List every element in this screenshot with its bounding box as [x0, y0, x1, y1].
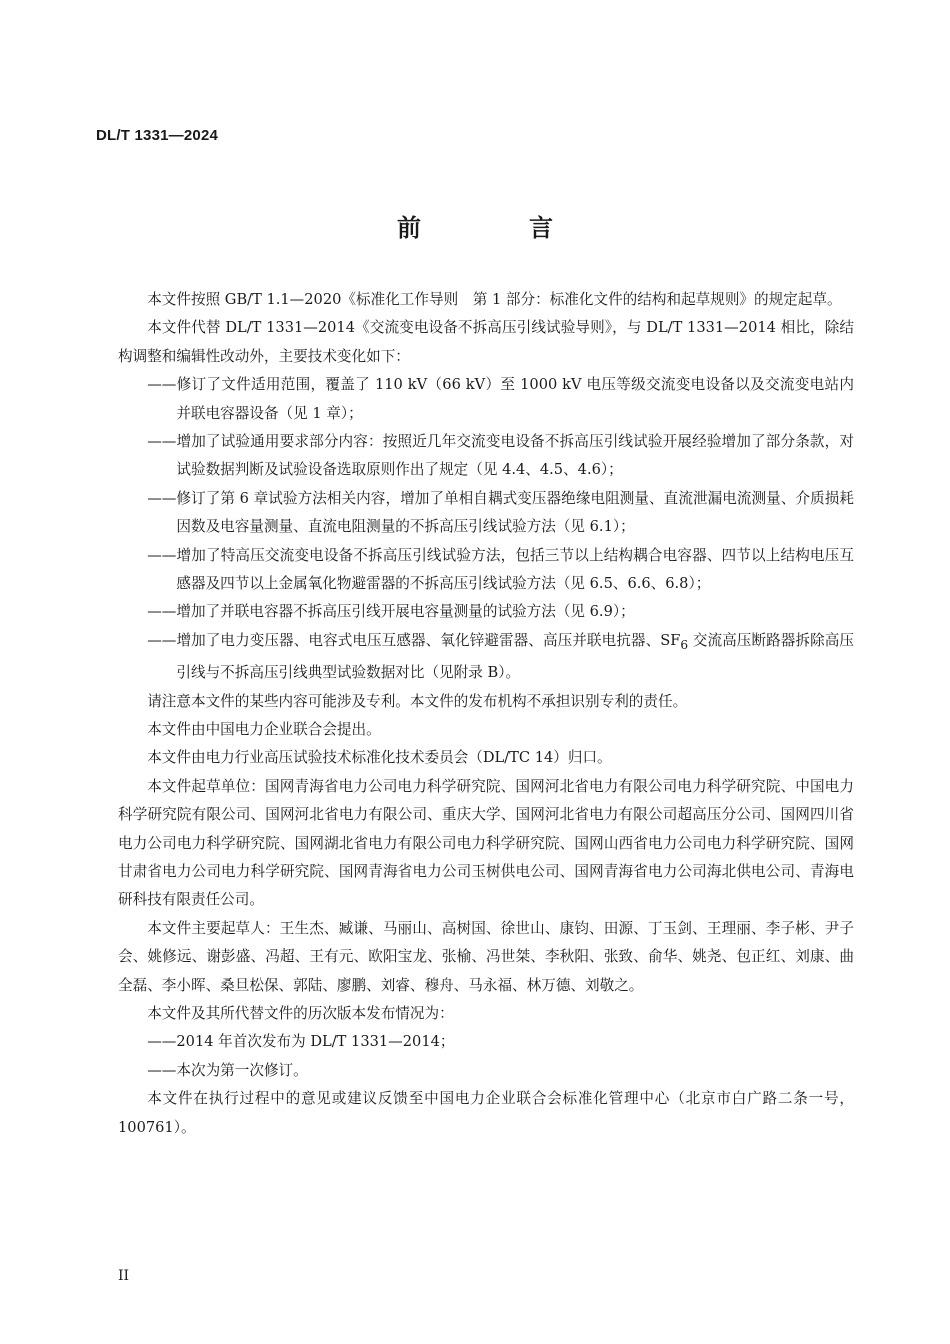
change-item [147, 627, 854, 688]
foreword-body [118, 286, 854, 1142]
history-item: ——本次为第一次修订。 [147, 1061, 308, 1079]
history-list [118, 1028, 854, 1085]
paragraph: 本文件按照 GB/T 1.1—2020《标准化工作导则 第 1 部分：标准化文件的结构和起草规则》的规定起草。 [147, 291, 842, 308]
paragraph: 请注意本文件的某些内容可能涉及专利。本文件的发布机构不承担识别专利的责任。 [147, 692, 688, 710]
paragraph: 本文件由电力行业高压试验技术标准化技术委员会（DL/TC 14）归口。 [147, 749, 612, 767]
paragraph: 本文件代替 DL/T 1331—2014《交流变电设备不拆高压引线试验导则》，与 DL/T 1331—2014 相比，除结构调整和编辑性改动外，主要技术变化如下： [118, 319, 854, 365]
paragraph: 本文件起草单位：国网青海省电力公司电力科学研究院、国网河北省电力有限公司电力科学研究院、中国电力科学研究院有限公司、国网河北省电力有限公司、重庆大学、国网河北省电力有限公司超高压分公司、国网四川省电力公司电力科学研究院、国网湖北省电力有限公司电力科学研究院、国网山西省电力公司电力科学研究院、国网甘肃省电力公司电力科学研究院、国网青海省电力公司玉树供电公司、国网青海省电力公司海北供电公司、青海电研科技有限责任公司。 [118, 777, 854, 909]
paragraph: 本文件主要起草人：王生杰、臧谦、马丽山、高树国、徐世山、康钧、田源、丁玉剑、王理丽、李子彬、尹子会、姚修远、谢彭盛、冯超、王有元、欧阳宝龙、张榆、冯世桀、李秋阳、张致、俞华、姚尧、包正红、刘康、曲全磊、李小晖、桑旦松保、郭陆、廖鹏、刘睿、穆舟、马永福、林万德、刘敬之。 [118, 919, 854, 994]
history-item: ——2014 年首次发布为 DL/T 1331—2014； [147, 1033, 455, 1051]
document-code: DL/T 1331—2024 [96, 127, 219, 144]
change-list [118, 371, 854, 687]
page-number: II [118, 1268, 130, 1284]
change-item-text: 交流高压断路器拆除高压引线与不拆高压引线典型试验数据对比（见附录 B）。 [176, 631, 854, 682]
paragraph: 本文件在执行过程中的意见或建议反馈至中国电力企业联合会标准化管理中心（北京市白广路二条一号，100761）。 [118, 1090, 854, 1136]
change-item: ——修订了第 6 章试验方法相关内容，增加了单相自耦式变压器绝缘电阻测量、直流泄漏电流测量、介质损耗因数及电容量测量、直流电阻测量的不拆高压引线试验方法（见 6.1）； [147, 489, 854, 536]
change-item: ——增加了并联电容器不拆高压引线开展电容量测量的试验方法（见 6.9）； [147, 603, 635, 621]
change-item: ——增加了特高压交流变电设备不拆高压引线试验方法，包括三节以上结构耦合电容器、四节以上结构电压互感器及四节以上金属氧化物避雷器的不拆高压引线试验方法（见 6.5、6.6、6.8）； [147, 546, 854, 593]
page-title: 前 言 [397, 214, 595, 242]
subscript: 6 [680, 637, 689, 652]
paragraph: 本文件由中国电力企业联合会提出。 [147, 721, 381, 738]
change-item: ——修订了文件适用范围，覆盖了 110 kV（66 kV）至 1000 kV 电压等级交流变电设备以及交流变电站内并联电容器设备（见 1 章）； [147, 376, 854, 422]
change-item-text: ——增加了电力变压器、电容式电压互感器、氧化锌避雷器、高压并联电抗器、SF [147, 631, 681, 649]
change-item: ——增加了试验通用要求部分内容：按照近几年交流变电设备不拆高压引线试验开展经验增加了部分条款，对试验数据判断及试验设备选取原则作出了规定（见 4.4、4.5、4.6）； [147, 433, 854, 479]
paragraph: 本文件及其所代替文件的历次版本发布情况为： [147, 1005, 454, 1023]
